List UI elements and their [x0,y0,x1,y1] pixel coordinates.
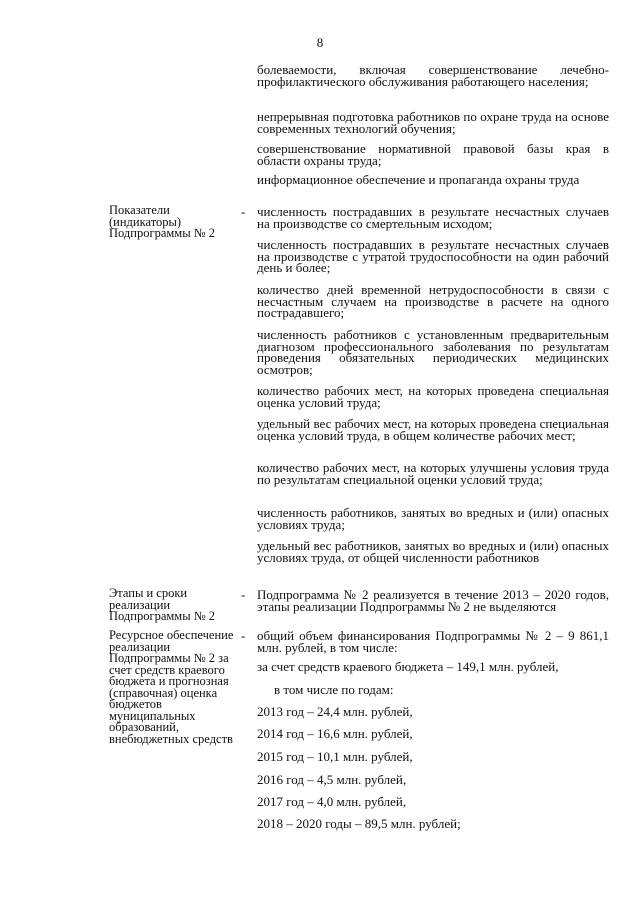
funding-year: 2017 год – 4,0 млн. рублей, [257,794,407,809]
indicator-item: количество дней временной нетрудоспособности в связи с несчастным случаем на производстве в расчете на одного пострадавшего; [257,282,609,320]
tasks-item: непрерывная подготовка работников по охране труда на основе современных технологий обучения; [257,109,609,136]
funding-total: общий объем финансирования Подпрограммы № 2 – 9 861,1 млн. рублей, в том числе: [257,628,609,655]
funding-label: Ресурсное обеспечение реализации Подпрограммы № 2 за счет средств краевого бюджета и прогнозная (справочная) оценка бюджетов муниципальных образований, внебюджетных средств [109,628,234,746]
stages-label: Этапы и сроки реализации Подпрограммы № 2 [109,586,216,623]
stages-text: Подпрограмма № 2 реализуется в течение 2013 – 2020 годов, этапы реализации Подпрограммы № 2 не выделяются [257,587,609,614]
funding-year: 2013 год – 24,4 млн. рублей, [257,704,413,719]
page-number: 8 [316,35,324,50]
indicators-label: Показатели (индикаторы) Подпрограммы № 2 [109,203,216,240]
funding-year: 2014 год – 16,6 млн. рублей, [257,726,413,741]
indicator-item: численность работников с установленным предварительным диагнозом профессионального заболевания по результатам проведения обязательных периодических медицинских осмотров; [257,327,609,377]
funding-year: 2016 год – 4,5 млн. рублей, [257,772,407,787]
indicator-item: количество рабочих мест, на которых проведена специальная оценка условий труда; [257,383,609,410]
indicators-dash: - [241,204,246,219]
indicator-item: численность пострадавших в результате несчастных случаев на производстве со смертельным исходом; [257,204,609,231]
tasks-item: болеваемости, включая совершенствование лечебно-профилактического обслуживания работающего населения; [257,62,609,89]
indicator-item: удельный вес рабочих мест, на которых проведена специальная оценка условий труда, в общем количестве рабочих мест; [257,416,609,443]
indicator-item: численность работников, занятых во вредных и (или) опасных условиях труда; [257,505,609,532]
funding-dash: - [241,628,246,643]
indicator-item: количество рабочих мест, на которых улучшены условия труда по результатам специальной оценки условий труда; [257,460,609,487]
tasks-item: информационное обеспечение и пропаганда охраны труда [257,172,580,187]
tasks-item: совершенствование нормативной правовой базы края в области охраны труда; [257,141,609,168]
indicator-item: удельный вес работников, занятых во вредных и (или) опасных условиях труда, от общей численности работников [257,538,609,565]
stages-dash: - [241,587,246,602]
funding-year: 2015 год – 10,1 млн. рублей, [257,749,413,764]
indicator-item: численность пострадавших в результате несчастных случаев на производстве с утратой трудоспособности на один рабочий день и более; [257,237,609,275]
funding-regional: за счет средств краевого бюджета – 149,1 млн. рублей, [257,659,559,674]
funding-by-years: в том числе по годам: [274,682,394,697]
funding-year: 2018 – 2020 годы – 89,5 млн. рублей; [257,816,461,831]
